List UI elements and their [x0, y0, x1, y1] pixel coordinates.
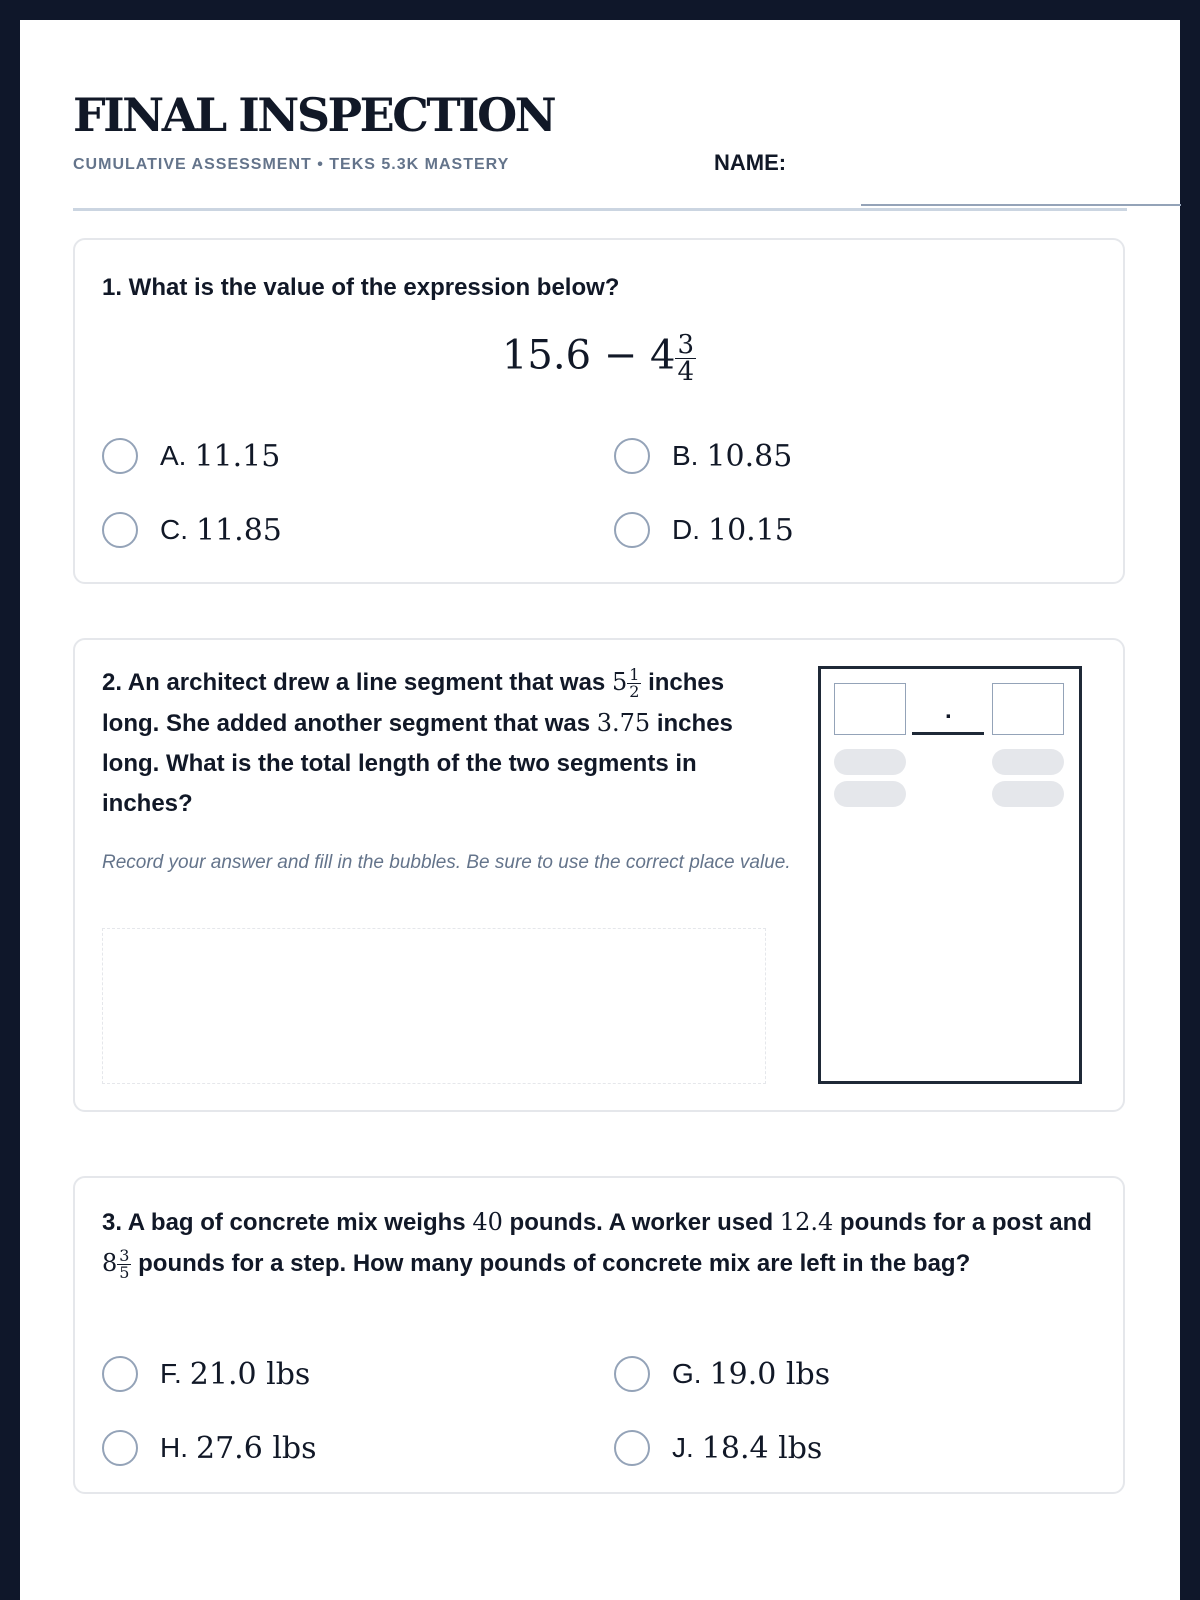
radio-c[interactable]	[102, 512, 138, 548]
page-title: FINAL INSPECTION	[73, 88, 555, 142]
page-subtitle: CUMULATIVE ASSESSMENT • TEKS 5.3K MASTERY	[73, 156, 510, 173]
question-2-text	[102, 662, 782, 824]
digit-entry-box-2[interactable]	[992, 683, 1064, 735]
decimal-point: .	[945, 697, 952, 724]
q2-denominator: 2	[629, 682, 640, 702]
question-1-expression	[75, 332, 1123, 385]
question-3-text	[102, 1202, 1102, 1284]
q2-text-part: inches long. She added another segment that was	[102, 669, 725, 737]
q3-used: 12.4	[779, 1208, 834, 1236]
answer-bubble[interactable]	[992, 749, 1064, 775]
q3-text-part: pounds. A worker used	[502, 1209, 780, 1236]
q2-numerator: 1	[629, 665, 640, 685]
radio-h[interactable]	[102, 1430, 138, 1466]
griddable-answer-box	[818, 666, 1082, 1084]
digit-entry-box-1[interactable]	[834, 683, 906, 735]
answer-option-a[interactable]	[102, 434, 280, 478]
decimal-separator-line	[912, 732, 984, 735]
question-2-card	[73, 638, 1125, 1112]
expression-fraction	[675, 332, 696, 385]
option-letter: D.	[672, 514, 700, 545]
q3-text-part: pounds for a step. How many pounds of concrete mix are left in the bag?	[131, 1250, 971, 1277]
option-value: 10.85	[706, 438, 793, 474]
question-1-text: 1. What is the value of the expression below?	[102, 274, 620, 301]
radio-a[interactable]	[102, 438, 138, 474]
q3-weight: 40	[472, 1208, 503, 1236]
question-1-card	[73, 238, 1125, 584]
expression-denominator: 4	[677, 357, 694, 387]
name-label: NAME:	[714, 150, 787, 175]
q3-denominator: 5	[119, 1263, 130, 1283]
option-letter: H.	[160, 1432, 188, 1463]
name-field[interactable]	[861, 178, 1181, 206]
option-letter: J.	[672, 1432, 694, 1463]
option-value: 11.15	[194, 438, 281, 474]
option-value: 21.0 lbs	[189, 1356, 311, 1392]
option-letter: A.	[160, 440, 187, 471]
q2-mixed-whole: 5	[611, 668, 628, 696]
expression-numerator: 3	[677, 330, 694, 360]
q2-text-part: 2. An architect drew a line segment that was	[102, 669, 612, 696]
answer-option-b[interactable]	[614, 434, 792, 478]
option-value: 27.6 lbs	[196, 1430, 317, 1466]
q3-mixed-whole: 8	[102, 1249, 118, 1277]
option-value: 18.4 lbs	[701, 1430, 823, 1466]
question-2-instruction: Record your answer and fill in the bubbles. Be sure to use the correct place value.	[102, 852, 791, 873]
option-value: 10.15	[708, 512, 794, 548]
answer-option-d[interactable]	[614, 508, 794, 552]
radio-j[interactable]	[614, 1430, 650, 1466]
option-letter: G.	[672, 1358, 702, 1389]
q3-numerator: 3	[119, 1246, 130, 1266]
answer-option-g[interactable]	[614, 1352, 830, 1396]
answer-option-c[interactable]	[102, 508, 282, 552]
answer-option-f[interactable]	[102, 1352, 310, 1396]
option-value: 19.0 lbs	[709, 1356, 831, 1392]
option-value: 11.85	[196, 512, 282, 548]
answer-option-j[interactable]	[614, 1426, 822, 1470]
q3-text-part: pounds for a post and	[833, 1209, 1092, 1236]
radio-d[interactable]	[614, 512, 650, 548]
q2-decimal: 3.75	[596, 709, 651, 737]
q3-fraction	[117, 1248, 131, 1281]
q2-text-part: inches long. What is the total length of the two segments in inches?	[102, 710, 733, 817]
option-letter: C.	[160, 514, 188, 545]
q2-fraction	[627, 667, 641, 700]
q3-text-part: 3. A bag of concrete mix weighs	[102, 1209, 473, 1236]
radio-g[interactable]	[614, 1356, 650, 1392]
work-area[interactable]	[102, 928, 766, 1084]
option-letter: B.	[672, 440, 699, 471]
expression-decimal: 15.6	[501, 332, 592, 379]
expression-operator: −	[603, 332, 638, 379]
radio-f[interactable]	[102, 1356, 138, 1392]
header	[73, 80, 1127, 211]
radio-b[interactable]	[614, 438, 650, 474]
expression-whole: 4	[650, 332, 676, 379]
answer-bubble[interactable]	[834, 749, 906, 775]
answer-bubble[interactable]	[834, 781, 906, 807]
answer-option-h[interactable]	[102, 1426, 317, 1470]
answer-bubble[interactable]	[992, 781, 1064, 807]
question-3-card	[73, 1176, 1125, 1494]
option-letter: F.	[160, 1358, 182, 1389]
worksheet-page	[20, 20, 1180, 1600]
